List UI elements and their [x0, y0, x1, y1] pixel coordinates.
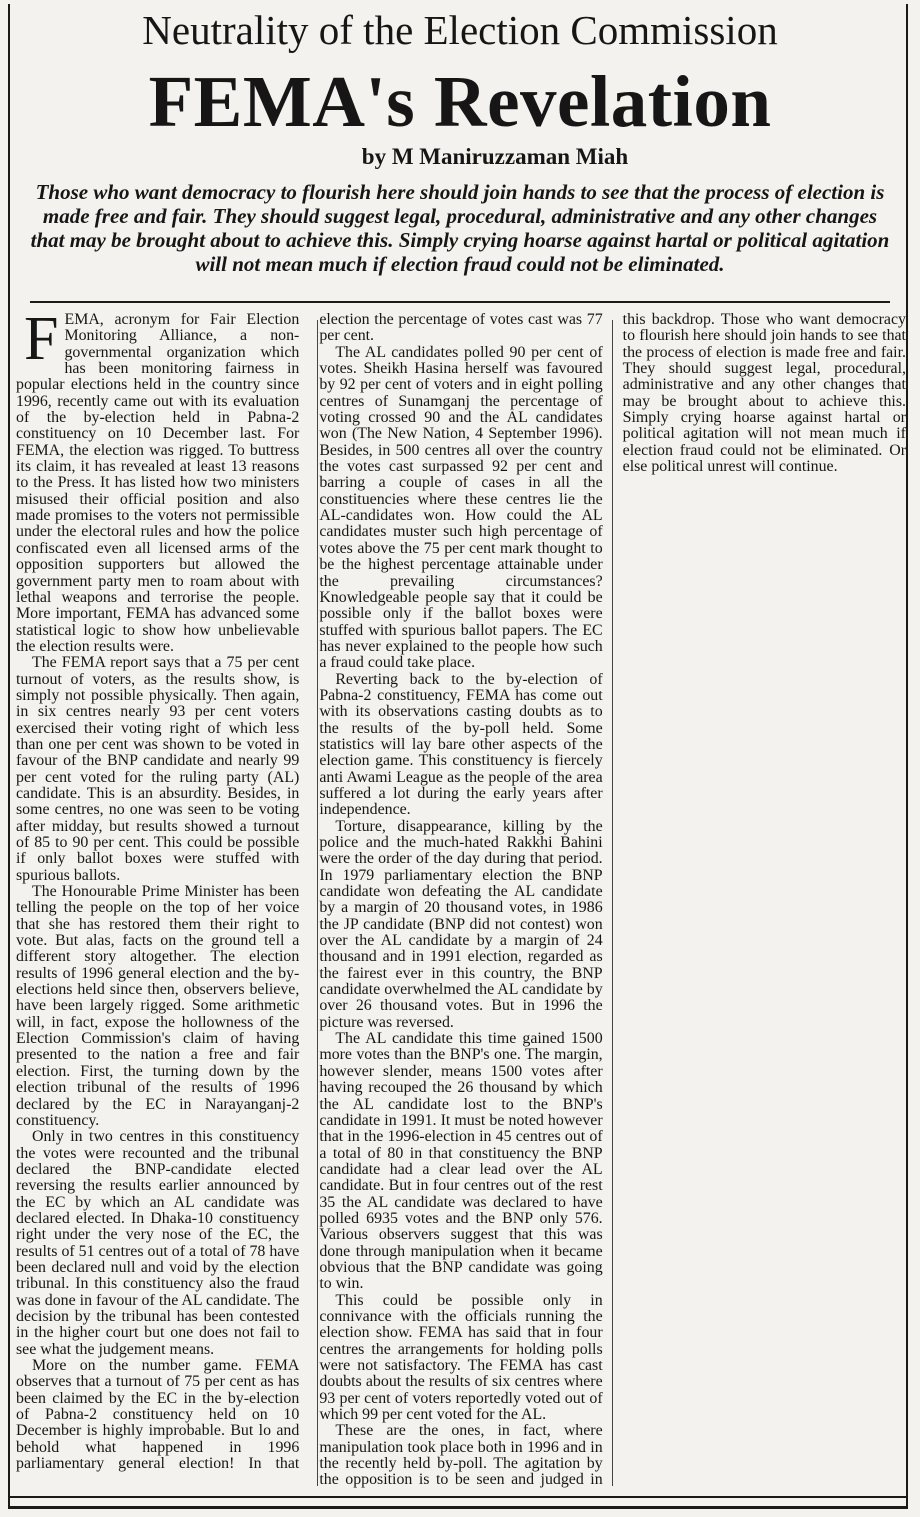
body-paragraph-7: Reverting back to the by-election of Pabna-2 constituency, FEMA has come out with its observations casting doubts as to the results of the by-poll held. Some statistics will lay bare other aspects of the election game. This constituency is fiercely anti Awami League as the people of the area suffered a lot during the early years after independence. — [319, 670, 603, 819]
body-paragraph-8: Torture, disappearance, killing by the police and the much-hated Rakkhi Bahini were the order of the day during that period. In 1979 parliamentary election the BNP candidate won defeating the AL candidate by a margin of 20 thousand votes, in 1986 the JP candidate (BNP did not contest) won over the AL candidate by a margin of 24 thousand and in 1991 election, regarded as the fairest ever in this country, the BNP candidate overwhelmed the AL candidate by over 26 thousand votes. But in 1996 the picture was reversed. — [319, 817, 603, 1031]
body-paragraph-1-text: EMA, acronym for Fair Election Monitoring Alliance, a non-governmental organization which has been monitoring fairness in popular elections held in the country since 1996, recently came out with its evaluation of the by-election held in Pabna-2 constituency on 10 December last. For FEMA, the election was rigged. To buttress its claim, it has revealed at least 13 reasons to the Press. It has listed how two ministers misused their official position and also made promises to the voters not permissible under the electoral rules and how the police confiscated even all licensed arms of the opposition supporters but allowed the government party men to roam about with lethal weapons and terrorise the people. More important, FEMA has advanced some statistical logic to show how unbelievable the election results were. — [16, 311, 300, 655]
drop-cap: F — [24, 305, 59, 373]
bottom-rule — [10, 1496, 906, 1498]
body-paragraph-6: The AL candidates polled 90 per cent of votes. Sheikh Hasina herself was favoured by 92 per cent of voters and in eight polling centres of Sunamganj the percentage of voting crossed 90 and the AL candidates won (The New Nation, 4 September 1996). Besides, in 500 centres all over the country the votes cast surpassed 92 per cent and barring a couple of cases in all the constituencies where these centres lie the AL-candidates won. How could the AL candidates muster such high percentage of votes above the 75 per cent mark thought to be the highest percentage attainable under the prevailing circumstances? Knowledgeable people say that it could be possible only if the ballot boxes were stuffed with spurious ballot papers. The EC has never explained to the people how such a fraud could take place. — [319, 343, 603, 672]
article-body — [16, 305, 906, 1490]
body-paragraph-9: The AL candidate this time gained 1500 more votes than the BNP's one. The margin, however slender, means 1500 votes after having recouped the 26 thousand by which the AL candidate lost to the BNP's candidate in 1991. It must be noted however that in the 1996-election in 45 centres out of a total of 80 in that constituency the BNP candidate had a clear lead over the AL candidate. But in four centres out of the rest 35 the AL candidate was declared to have polled 6935 votes and the BNP only 576. Various observers suggest that this was done through manipulation when it became obvious that the BNP candidate was going to win. — [319, 1030, 603, 1293]
body-paragraph-3: The Honourable Prime Minister has been telling the people on the top of her voice that she has restored them their right to vote. But alas, facts on the ground tell a different story altogether. The election results of 1996 general election and the by-elections held since then, observers believe, have been largely rigged. Some arithmetic will, in fact, expose the hollowness of the Election Commission's claim of having presented to the nation a free and fair election. First, the turning down by the election tribunal of the results of 1996 declared by the EC in Narayanganj-2 constituency. — [16, 883, 300, 1129]
body-paragraph-2: The FEMA report says that a 75 per cent turnout of voters, as the results show, is simply not possible physically. Then again, in six centres nearly 93 per cent voters exercised their voting right of which less than one per cent was shown to be voted in favour of the BNP candidate and nearly 99 per cent voted for the ruling party (AL) candidate. This is an absurdity. Besides, in some centres, no one was seen to be voting after midday, but results showed a turnout of 85 to 90 per cent. This could be possible if only ballot boxes were stuffed with spurious ballots. — [16, 654, 300, 884]
body-paragraph-11: These are the ones, in fact, where manipulation took place both in 1996 and in the recently held by-poll. The agitation by the opposition is to be seen and judged in this backdrop. Those who want democracy to flourish here should join hands to see that the process of election is made free and fair. They should suggest legal, procedural, administrative and any other changes that may be brought about to achieve this. Simply crying hoarse against hartal or political agitation will not mean much if election fraud could not be eliminated. Or else political unrest will continue. — [319, 311, 906, 1489]
article-kicker: Neutrality of the Election Commission — [142, 7, 778, 53]
deck-rule — [30, 301, 890, 303]
body-paragraph-4: Only in two centres in this constituency the votes were recounted and the tribunal declared the BNP-candidate elected reversing the results earlier announced by the EC by which an AL candidate was declared elected. In Dhaka-10 constituency right under the very nose of the EC, the results of 51 centres out of a total of 78 have been declared null and void by the election tribunal. In this constituency also the fraud was done in favour of the AL candidate. The decision by the tribunal has been contested in the higher court but one does not fail to see what the judgement means. — [16, 1128, 300, 1358]
article-deck: Those who want democracy to flourish here should join hands to see that the process of election is made free and fair. They should suggest legal, procedural, administrative and any other changes that may be brought about to achieve this. Simply crying hoarse against hartal or political agitation will not mean much if election fraud could not be eliminated. — [30, 180, 890, 276]
article-headline: FEMA's Revelation — [148, 61, 772, 142]
body-paragraph-1 — [16, 305, 300, 655]
body-paragraph-5: More on the number game. FEMA observes that a turnout of 75 per cent as has been claimed by the EC in the by-election of Pabna-2 constituency held on 10 December is highly improbable. But lo and behold what happened in 1996 parliamentary general election! In that election the percentage of votes cast was 77 per cent. — [16, 311, 603, 1473]
body-paragraph-10: This could be possible only in connivance with the officials running the election show. FEMA has said that in four centres the arrangements for holding polls were not satisfactory. The FEMA has cast doubts about the results of six centres where 93 per cent of voters reportedly voted out of which 99 per cent voted for the AL. — [319, 1291, 603, 1424]
article-byline: by M Maniruzzaman Miah — [361, 144, 629, 169]
